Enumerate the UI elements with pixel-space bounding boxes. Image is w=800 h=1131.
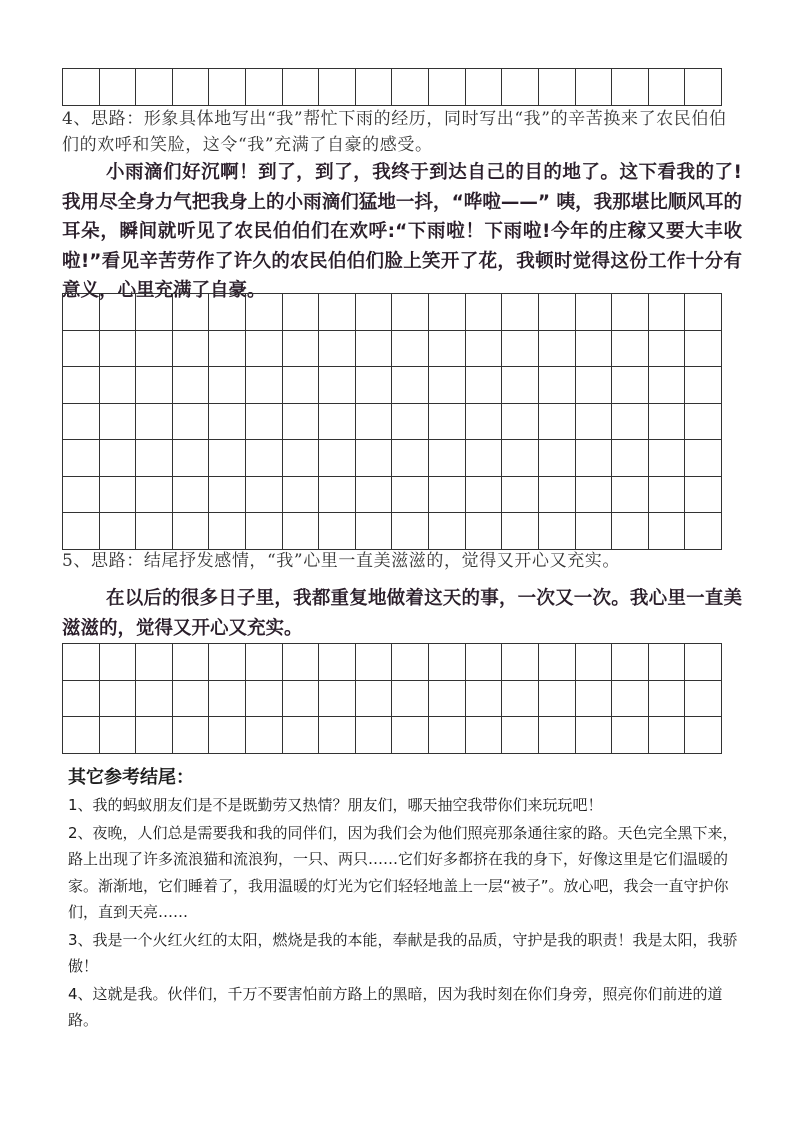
grid-cell — [173, 367, 210, 404]
grid-cell — [136, 404, 173, 441]
grid-cell — [392, 681, 429, 718]
grid-cell — [283, 644, 320, 681]
grid-cell — [429, 477, 466, 514]
grid-cell — [576, 644, 613, 681]
grid-cell — [429, 331, 466, 368]
grid-cell — [685, 69, 722, 106]
grid-cell — [612, 404, 649, 441]
grid-cell — [466, 440, 503, 477]
grid-cell — [283, 513, 320, 550]
grid-cell — [502, 477, 539, 514]
grid-cell — [356, 477, 393, 514]
grid-cell — [539, 440, 576, 477]
grid-cell — [466, 717, 503, 754]
grid-cell — [356, 367, 393, 404]
grid-cell — [502, 69, 539, 106]
grid-cell — [246, 440, 283, 477]
grid-cell — [136, 367, 173, 404]
reference-item-3: 3、我是一个火红火红的太阳，燃烧是我的本能，奉献是我的品质，守护是我的职责！我是太阳，我骄傲！ — [68, 930, 738, 975]
grid-cell — [502, 331, 539, 368]
grid-cell — [136, 294, 173, 331]
grid-cell — [429, 681, 466, 718]
grid-cell — [539, 477, 576, 514]
hint-5: 5、思路：结尾抒发感情，“我”心里一直美滋滋的，觉得又开心又充实。 — [62, 551, 620, 571]
grid-cell — [356, 331, 393, 368]
grid-cell — [136, 331, 173, 368]
grid-cell — [173, 440, 210, 477]
grid-cell — [576, 477, 613, 514]
grid-cell — [685, 513, 722, 550]
grid-cell — [136, 717, 173, 754]
grid-cell — [392, 331, 429, 368]
grid-cell — [392, 477, 429, 514]
grid-cell — [283, 331, 320, 368]
grid-cell — [539, 681, 576, 718]
grid-cell — [63, 367, 100, 404]
grid-cell — [209, 440, 246, 477]
grid-cell — [100, 477, 137, 514]
grid-cell — [466, 367, 503, 404]
grid-cell — [649, 367, 686, 404]
grid-cell — [612, 477, 649, 514]
grid-cell — [466, 513, 503, 550]
grid-cell — [429, 69, 466, 106]
grid-cell — [63, 477, 100, 514]
grid-cell — [392, 644, 429, 681]
grid-cell — [319, 440, 356, 477]
grid-cell — [502, 294, 539, 331]
grid-cell — [356, 513, 393, 550]
grid-cell — [356, 440, 393, 477]
grid-cell — [100, 331, 137, 368]
grid-cell — [319, 69, 356, 106]
grid-cell — [576, 367, 613, 404]
grid-cell — [100, 404, 137, 441]
grid-cell — [429, 717, 466, 754]
grid-cell — [612, 331, 649, 368]
grid-cell — [319, 294, 356, 331]
grid-cell — [539, 404, 576, 441]
grid-cell — [209, 404, 246, 441]
grid-cell — [246, 294, 283, 331]
grid-cell — [63, 69, 100, 106]
grid-cell — [246, 681, 283, 718]
sample-paragraph-4: 小雨滴们好沉啊！到了，到了，我终于到达自己的目的地了。这下看我的了!我用尽全身力气把我身上的小雨滴们猛地一抖，“哗啦——” 咦，我那堪比顺风耳的耳朵，瞬间就听见了农民伯伯们在欢呼:“下雨啦！下雨啦!今年的庄稼又要大丰收啦!”看见辛苦劳作了许久的农民伯伯们脸上笑开了花，我顿时觉得这份工作十分有意义，心里充满了自豪。 — [62, 162, 742, 301]
grid-cell — [612, 294, 649, 331]
grid-cell — [649, 404, 686, 441]
grid-cell — [356, 644, 393, 681]
grid-cell — [319, 477, 356, 514]
grid-cell — [649, 331, 686, 368]
grid-cell — [502, 404, 539, 441]
grid-cell — [136, 440, 173, 477]
writing-grid-top — [62, 68, 722, 106]
grid-cell — [100, 367, 137, 404]
grid-cell — [63, 440, 100, 477]
grid-cell — [319, 644, 356, 681]
grid-cell — [392, 440, 429, 477]
grid-cell — [466, 294, 503, 331]
grid-cell — [100, 294, 137, 331]
grid-cell — [283, 717, 320, 754]
grid-cell — [649, 717, 686, 754]
grid-cell — [685, 331, 722, 368]
writing-grid-middle — [62, 293, 722, 550]
grid-cell — [283, 69, 320, 106]
grid-cell — [685, 404, 722, 441]
grid-cell — [173, 681, 210, 718]
grid-cell — [576, 681, 613, 718]
grid-cell — [173, 69, 210, 106]
grid-cell — [392, 404, 429, 441]
grid-cell — [429, 367, 466, 404]
grid-cell — [283, 294, 320, 331]
grid-cell — [539, 644, 576, 681]
grid-cell — [209, 367, 246, 404]
grid-cell — [209, 681, 246, 718]
grid-cell — [685, 644, 722, 681]
hint-4: 4、思路：形象具体地写出“我”帮忙下雨的经历，同时写出“我”的辛苦换来了农民伯伯们的欢呼和笑脸，这令“我”充满了自豪的感受。 — [62, 109, 727, 155]
grid-cell — [392, 294, 429, 331]
grid-cell — [612, 644, 649, 681]
grid-cell — [356, 294, 393, 331]
grid-cell — [63, 681, 100, 718]
grid-cell — [173, 331, 210, 368]
grid-cell — [502, 717, 539, 754]
grid-cell — [100, 717, 137, 754]
grid-cell — [173, 477, 210, 514]
grid-cell — [209, 717, 246, 754]
grid-cell — [173, 644, 210, 681]
grid-cell — [136, 644, 173, 681]
grid-cell — [246, 331, 283, 368]
grid-cell — [100, 681, 137, 718]
grid-cell — [429, 404, 466, 441]
grid-cell — [576, 440, 613, 477]
grid-cell — [246, 717, 283, 754]
grid-cell — [63, 331, 100, 368]
grid-cell — [136, 513, 173, 550]
grid-cell — [429, 644, 466, 681]
grid-cell — [649, 513, 686, 550]
grid-cell — [576, 69, 613, 106]
grid-cell — [392, 367, 429, 404]
grid-cell — [576, 513, 613, 550]
grid-cell — [136, 681, 173, 718]
grid-cell — [576, 331, 613, 368]
grid-cell — [392, 717, 429, 754]
grid-cell — [466, 681, 503, 718]
grid-cell — [209, 644, 246, 681]
grid-cell — [612, 69, 649, 106]
writing-grid-bottom — [62, 643, 722, 754]
grid-cell — [539, 331, 576, 368]
grid-cell — [466, 331, 503, 368]
grid-cell — [63, 644, 100, 681]
grid-cell — [649, 644, 686, 681]
grid-cell — [685, 717, 722, 754]
grid-cell — [466, 69, 503, 106]
reference-item-2: 2、夜晚，人们总是需要我和我的同伴们，因为我们会为他们照亮那条通往家的路。天色完全黑下来，路上出现了许多流浪猫和流浪狗，一只、两只……它们好多都挤在我的身下，好像这里是它们温暖的家。渐渐地，它们睡着了，我用温暖的灯光为它们轻轻地盖上一层“被子”。放心吧，我会一直守护你们，直到天亮…… — [68, 823, 738, 921]
grid-cell — [173, 404, 210, 441]
grid-cell — [209, 294, 246, 331]
grid-cell — [356, 404, 393, 441]
grid-cell — [539, 513, 576, 550]
grid-cell — [209, 477, 246, 514]
grid-cell — [173, 717, 210, 754]
grid-cell — [392, 69, 429, 106]
grid-cell — [246, 404, 283, 441]
grid-cell — [319, 331, 356, 368]
grid-cell — [502, 440, 539, 477]
grid-cell — [246, 477, 283, 514]
grid-cell — [100, 644, 137, 681]
reference-item-1: 1、我的蚂蚁朋友们是不是既勤劳又热情？朋友们，哪天抽空我带你们来玩玩吧！ — [68, 796, 603, 814]
grid-cell — [319, 404, 356, 441]
grid-cell — [539, 69, 576, 106]
grid-cell — [576, 717, 613, 754]
grid-cell — [429, 294, 466, 331]
grid-cell — [209, 331, 246, 368]
grid-cell — [502, 644, 539, 681]
grid-cell — [392, 513, 429, 550]
grid-cell — [612, 681, 649, 718]
grid-cell — [649, 69, 686, 106]
grid-cell — [502, 513, 539, 550]
grid-cell — [319, 367, 356, 404]
grid-cell — [466, 404, 503, 441]
grid-cell — [685, 440, 722, 477]
grid-cell — [539, 294, 576, 331]
grid-cell — [319, 513, 356, 550]
grid-cell — [466, 644, 503, 681]
grid-cell — [502, 681, 539, 718]
grid-cell — [100, 440, 137, 477]
grid-cell — [246, 513, 283, 550]
grid-cell — [246, 367, 283, 404]
grid-cell — [685, 367, 722, 404]
grid-cell — [136, 477, 173, 514]
reference-title: 其它参考结尾： — [68, 767, 194, 788]
grid-cell — [685, 681, 722, 718]
grid-cell — [100, 69, 137, 106]
grid-cell — [173, 513, 210, 550]
grid-cell — [466, 477, 503, 514]
grid-cell — [246, 644, 283, 681]
grid-cell — [576, 294, 613, 331]
grid-cell — [63, 513, 100, 550]
grid-cell — [356, 717, 393, 754]
reference-list — [68, 792, 740, 1035]
grid-cell — [612, 513, 649, 550]
grid-cell — [209, 69, 246, 106]
grid-cell — [612, 717, 649, 754]
grid-cell — [612, 440, 649, 477]
grid-cell — [612, 367, 649, 404]
grid-cell — [685, 294, 722, 331]
grid-cell — [319, 681, 356, 718]
grid-cell — [209, 513, 246, 550]
grid-cell — [685, 477, 722, 514]
grid-cell — [283, 440, 320, 477]
grid-cell — [283, 404, 320, 441]
grid-cell — [283, 367, 320, 404]
grid-cell — [502, 367, 539, 404]
grid-cell — [63, 717, 100, 754]
grid-cell — [63, 294, 100, 331]
grid-cell — [319, 717, 356, 754]
grid-cell — [100, 513, 137, 550]
grid-cell — [356, 681, 393, 718]
grid-cell — [649, 294, 686, 331]
sample-paragraph-5: 在以后的很多日子里，我都重复地做着这天的事，一次又一次。我心里一直美滋滋的，觉得又开心又充实。 — [62, 588, 742, 639]
grid-cell — [283, 477, 320, 514]
grid-cell — [649, 681, 686, 718]
grid-cell — [429, 513, 466, 550]
grid-cell — [539, 367, 576, 404]
grid-cell — [356, 69, 393, 106]
grid-cell — [649, 440, 686, 477]
grid-cell — [136, 69, 173, 106]
grid-cell — [283, 681, 320, 718]
grid-cell — [173, 294, 210, 331]
grid-cell — [429, 440, 466, 477]
grid-cell — [63, 404, 100, 441]
reference-item-4: 4、这就是我。伙伴们，千万不要害怕前方路上的黑暗，因为我时刻在你们身旁，照亮你们前进的道路。 — [68, 984, 723, 1029]
grid-cell — [649, 477, 686, 514]
grid-cell — [246, 69, 283, 106]
grid-cell — [576, 404, 613, 441]
grid-cell — [539, 717, 576, 754]
